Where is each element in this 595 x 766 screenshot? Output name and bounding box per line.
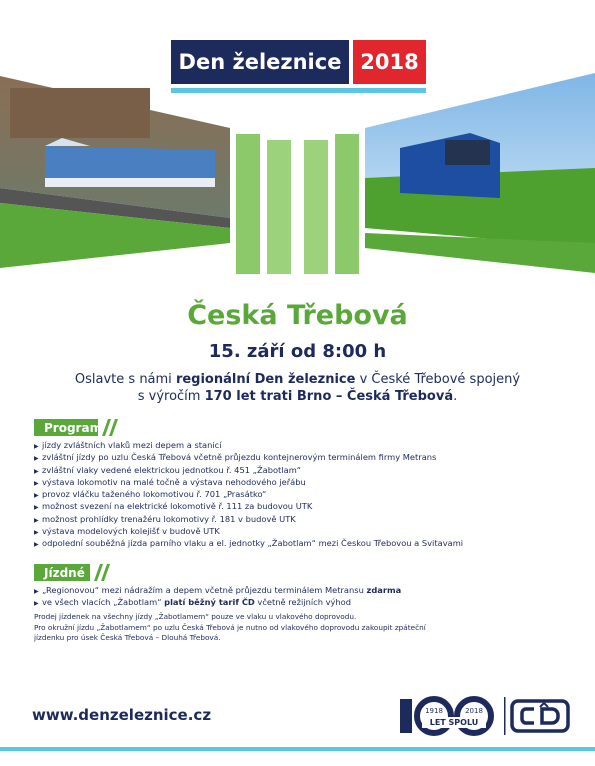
- cd-logo: [512, 701, 568, 731]
- website-link[interactable]: www.denzeleznice.cz: [32, 706, 212, 724]
- green-strip: [304, 140, 328, 274]
- item-text: provoz vláčku taženého lokomotivou ř. 701 „Prasátko“: [42, 489, 267, 500]
- bullet-icon: ▶: [34, 455, 39, 463]
- intro-highlight: regionální Den železnice: [175, 372, 356, 387]
- intro-part: s výročím: [137, 389, 205, 404]
- fares-section-label: [34, 564, 90, 581]
- bullet-icon: ▶: [34, 467, 39, 475]
- intro-part: Oslavte s námi: [74, 372, 176, 387]
- item-text: jízdy zvláštních vlaků mezi depem a stanicí: [42, 440, 222, 450]
- slashes-decoration: [98, 419, 120, 436]
- event-date: 15. září od 8:00 h: [208, 341, 387, 362]
- city-heading: Česká Třebová: [187, 300, 408, 331]
- list-item: [34, 489, 463, 501]
- logo-divider: [504, 697, 506, 735]
- item-text: ve všech vlacích „Žabotlam“: [42, 597, 165, 608]
- list-item: [34, 452, 463, 464]
- event-year: 2018: [353, 40, 426, 84]
- intro-part: v České Třebové spojený: [355, 372, 521, 387]
- list-item: [34, 597, 401, 609]
- green-strip: [236, 134, 260, 274]
- green-strip: [267, 140, 291, 274]
- green-strip: [335, 134, 359, 274]
- item-text: zvláštní vlaky vedené elektrickou jednotkou ř. 451 „Žabotlam“: [42, 464, 302, 475]
- train-windshield: [445, 140, 490, 165]
- 100-years-logo: [400, 699, 491, 733]
- item-text: výstava modelových kolejišť v budově UTK: [42, 526, 220, 537]
- bullet-icon: ▶: [34, 516, 39, 524]
- event-title: Den železnice: [171, 40, 349, 84]
- bullet-icon: ▶: [34, 588, 39, 595]
- bullet-icon: ▶: [34, 600, 39, 608]
- list-item: [34, 514, 463, 526]
- item-text: možnost prohlídky trenažéru lokomotivy ř. 181 v budově UTK: [42, 513, 296, 524]
- item-text: „Regionovou“ mezi nádražím a depem včetně průjezdu terminálem Metransu: [42, 585, 367, 595]
- intro-highlight: 170 let trati Brno – Česká Třebová: [204, 389, 454, 404]
- bullet-icon: ▶: [34, 504, 39, 512]
- program-section-label: [34, 419, 103, 436]
- list-item: [34, 477, 463, 489]
- partner-logos: [398, 693, 573, 739]
- item-highlight: zdarma: [366, 585, 402, 595]
- note-line: Prodej jízdenek na všechny jízdy „Žabotlamem“ pouze ve vlaku u vlakového doprovodu.: [34, 612, 357, 621]
- list-item: [34, 526, 463, 538]
- item-highlight: platí běžný tarif ČD: [164, 597, 255, 608]
- fares-list: [34, 585, 401, 610]
- list-item: [34, 465, 463, 477]
- list-item: [34, 440, 463, 452]
- intro-text: [60, 371, 535, 405]
- bullet-icon: ▶: [34, 529, 39, 537]
- intro-part: .: [453, 389, 458, 404]
- program-list: [34, 440, 463, 551]
- train-stripe: [45, 178, 215, 187]
- fares-label: Jízdné: [44, 565, 85, 580]
- list-item: [34, 585, 401, 597]
- note-line: Pro okružní jízdu „Žabotlamem“ po uzlu Česká Třebová je nutno od vlakového doprovodu zakoupit zpáteční: [34, 622, 426, 632]
- item-text: výstava lokomotiv na malé točně a výstava nehodového jeřábu: [42, 476, 306, 487]
- item-text: možnost svezení na elektrické lokomotivě ř. 111 za budovou UTK: [42, 501, 313, 512]
- program-label: Program: [44, 420, 103, 435]
- item-text: odpolední souběžná jízda parního vlaku a el. jednotky „Žabotlam“ mezi Českou Třebovou a Svitavami: [42, 538, 464, 549]
- station-building: [10, 88, 150, 138]
- digit-one: [400, 699, 412, 733]
- slashes-decoration: [90, 564, 112, 581]
- bullet-icon: ▶: [34, 541, 39, 549]
- logo-year-start: 1918: [425, 707, 443, 715]
- bottom-accent-bar: [0, 747, 595, 751]
- logo-year-end: 2018: [465, 707, 483, 715]
- bullet-icon: ▶: [34, 492, 39, 500]
- note-line: jízdenku pro úsek Česká Třebová – Dlouhá Třebová.: [34, 633, 221, 642]
- bullet-icon: ▶: [34, 479, 39, 487]
- bullet-icon: ▶: [34, 443, 39, 450]
- ticket-notes: [34, 612, 426, 644]
- logo-text: LET SPOLU: [429, 718, 479, 727]
- train-photo-banner: [0, 68, 595, 288]
- list-item: [34, 538, 463, 550]
- list-item: [34, 501, 463, 513]
- item-text: zvláštní jízdy po uzlu Česká Třebová včetně průjezdu kontejnerovým terminálem firmy Metrans: [42, 452, 437, 463]
- item-text: včetně režijních výhod: [254, 597, 352, 608]
